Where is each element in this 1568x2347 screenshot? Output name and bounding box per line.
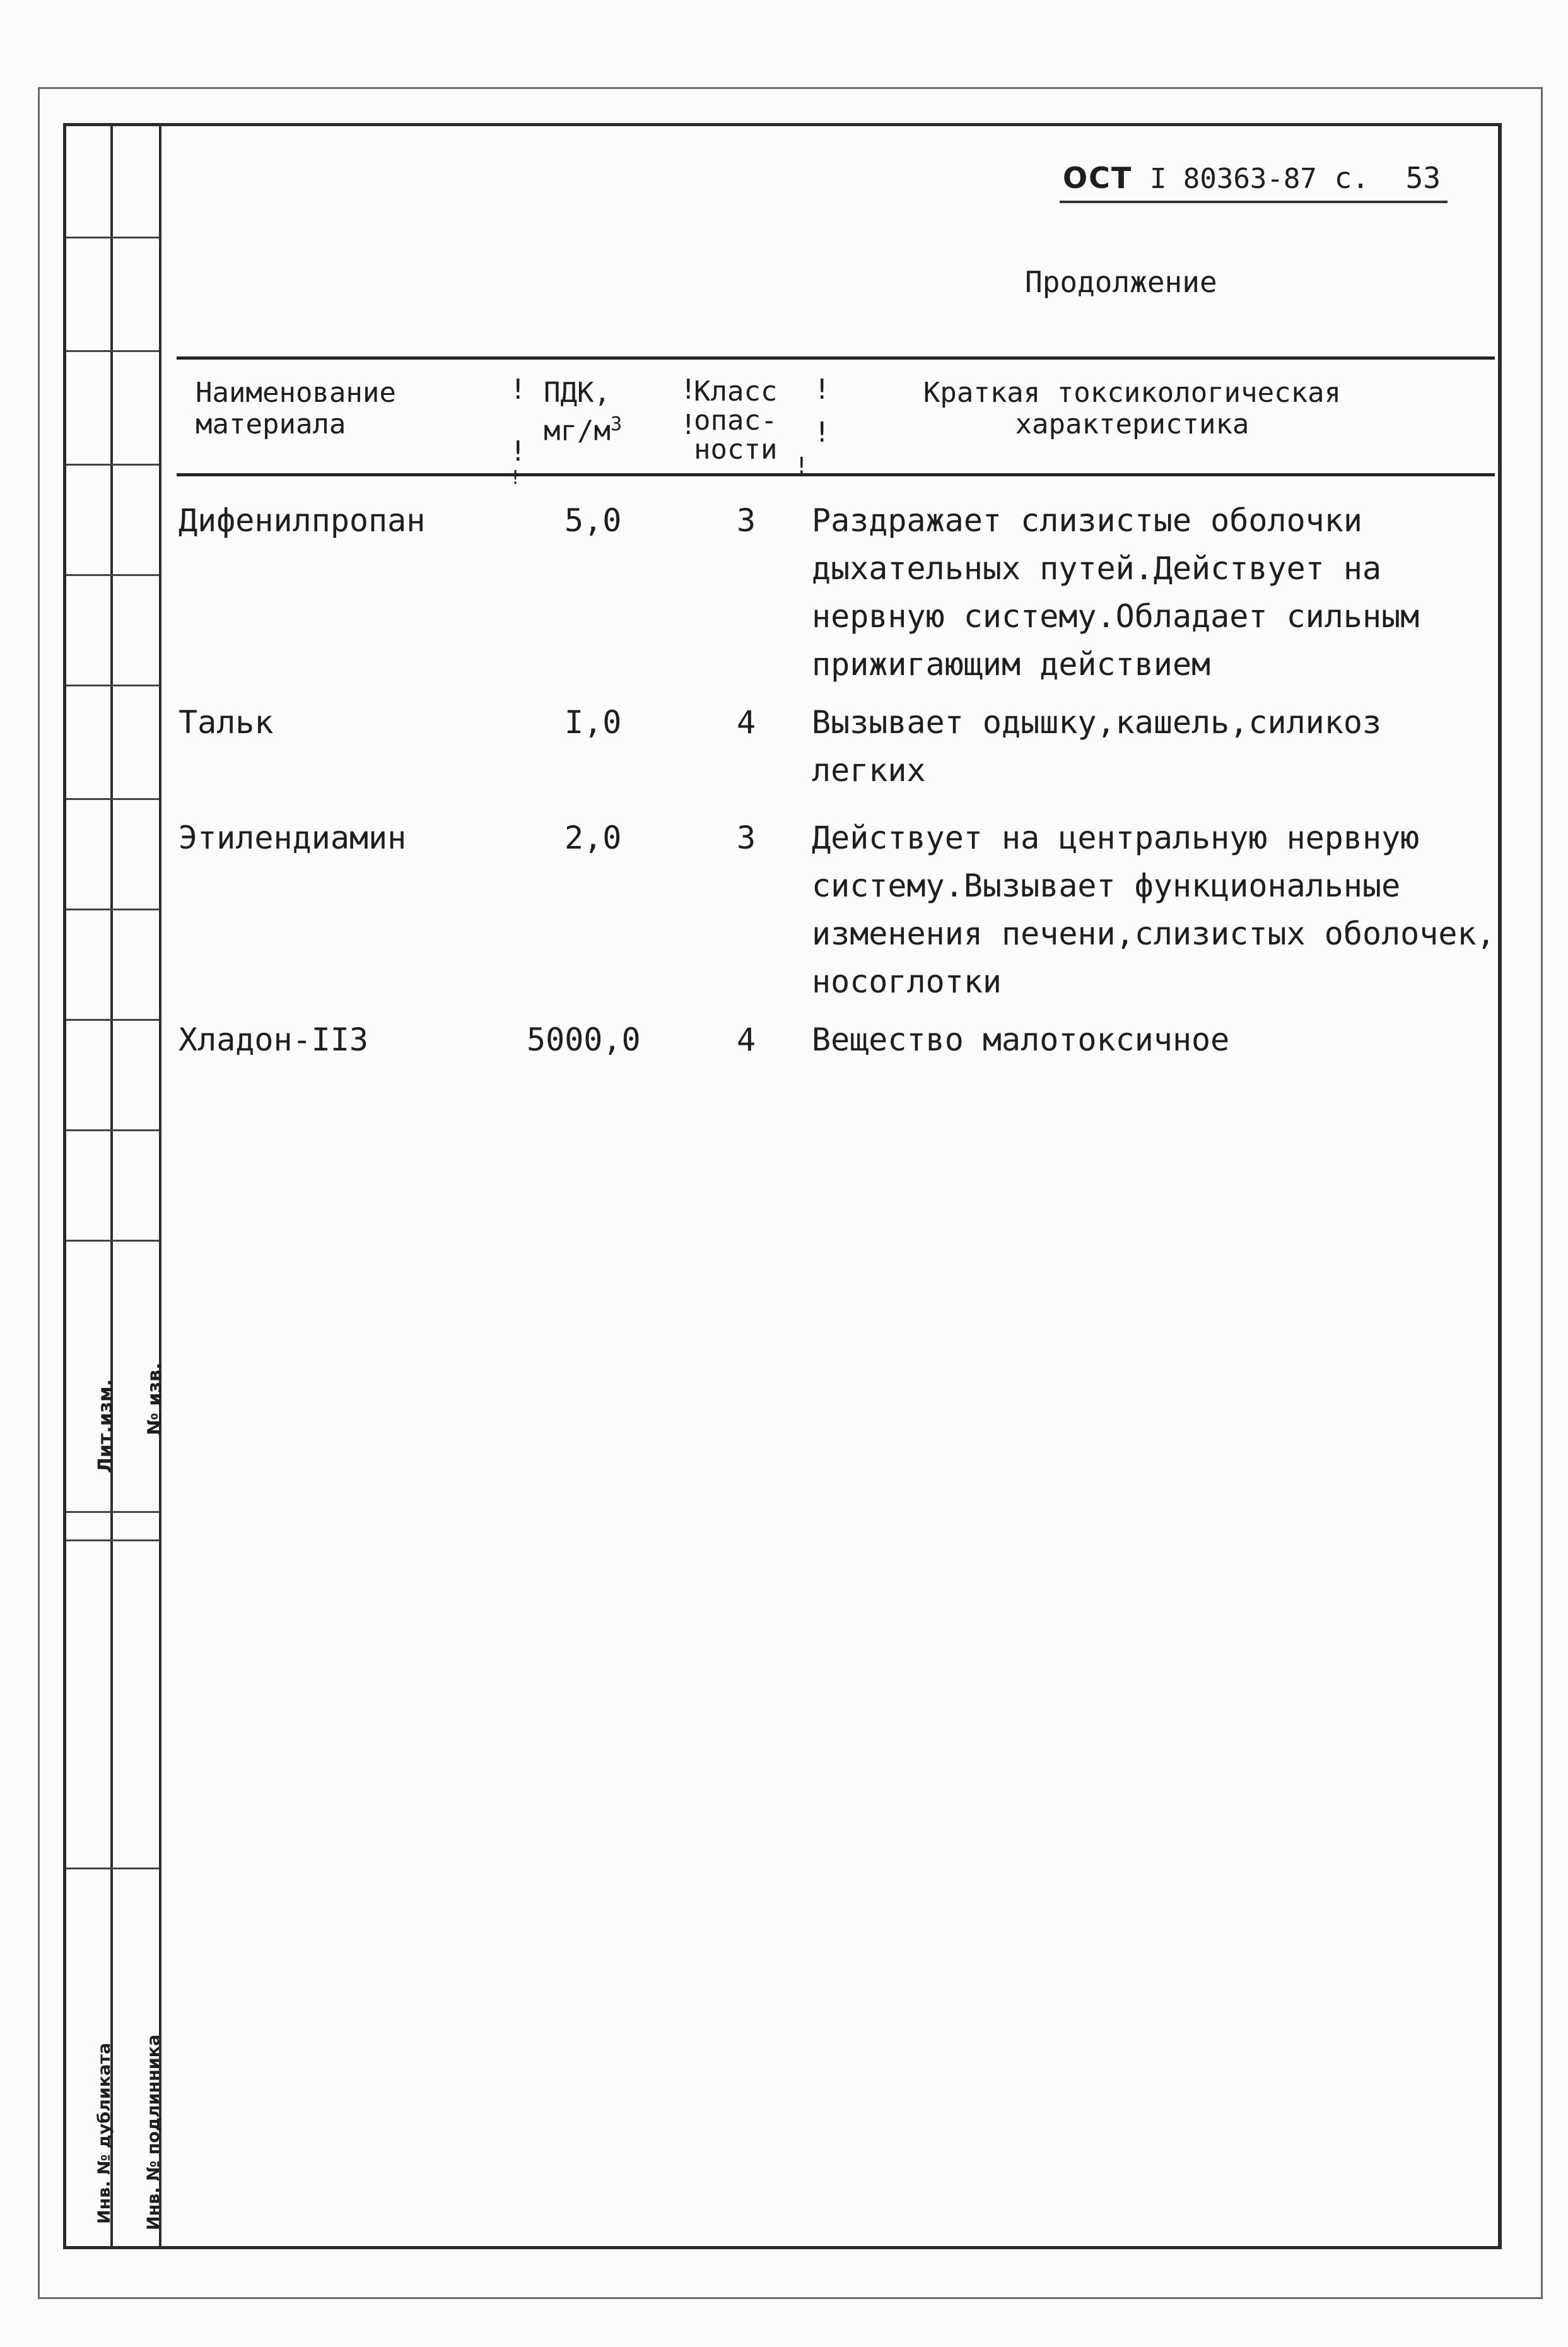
strip-hline [66, 1868, 159, 1869]
row-3-pdk: 2,0 [565, 820, 622, 856]
row-1-class: 3 [737, 502, 756, 539]
lit-izm-label: Лит.изм. [95, 1379, 117, 1473]
inv-dubl-label: Инв. № дубликата [95, 2042, 114, 2224]
col-header-toxicology: Краткая токсикологическая характеристика [923, 377, 1342, 440]
row-2-class: 4 [737, 704, 756, 741]
inv-podl-label: Инв. № подлинника [144, 2034, 163, 2230]
strip-hline [66, 1539, 159, 1541]
table-top-rule [177, 356, 1495, 360]
strip-hline [66, 909, 159, 910]
strip-hline [66, 798, 159, 800]
page-prefix: с. [1334, 161, 1369, 195]
strip-hline [66, 350, 159, 352]
strip-hline [66, 1511, 159, 1513]
col-sep: ! [510, 467, 522, 489]
no-izv-label: № изв. [144, 1362, 166, 1435]
code-underline [1060, 201, 1448, 203]
row-4-pdk: 5000,0 [527, 1021, 641, 1058]
col-sep: ! [814, 374, 831, 406]
row-1-description: Раздражает слизистые оболочки дыхательных путей.Действует на нервную систему.Обладает сильным прижигающим действием [812, 502, 1420, 683]
col-sep: ! [680, 409, 697, 441]
col-header-class: Класс опас- ности [694, 375, 778, 466]
table-header-rule [177, 473, 1495, 476]
row-3-class: 3 [737, 820, 756, 856]
strip-hline [66, 1129, 159, 1131]
row-4-class: 4 [737, 1021, 756, 1058]
row-2-name: Тальк [178, 704, 274, 741]
row-3-description: Действует на центральную нервную систему.Вызывает функциональные изменения печени,слизистых оболочек, носоглотки [812, 820, 1495, 1000]
row-4-description: Вещество малотоксичное [812, 1021, 1230, 1058]
row-3-name: Этилендиамин [178, 820, 407, 856]
col-sep: ! [814, 416, 831, 449]
strip-hline [66, 237, 159, 238]
continuation-label: Продолжение [1025, 265, 1217, 299]
row-1-name: Дифенилпропан [178, 502, 426, 539]
col-header-pdk: ПДК, $мг/м^3$ [544, 377, 623, 447]
strip-line-2 [159, 123, 161, 2249]
document-code [1063, 161, 1441, 195]
strip-hline [66, 464, 159, 466]
col-header-name: Наименование материала [196, 377, 396, 440]
ost-label: ОСТ [1063, 161, 1133, 195]
strip-hline [66, 685, 159, 686]
document-frame [63, 123, 1502, 2249]
col-sep: ! [510, 374, 527, 406]
col-sep: ! [510, 435, 527, 468]
row-4-name: Хладон-II3 [178, 1021, 369, 1058]
strip-hline [66, 1019, 159, 1021]
strip-hline [66, 574, 159, 576]
standard-number: I 80363-87 [1149, 163, 1317, 195]
col-sep: ! [680, 374, 697, 406]
row-2-description: Вызывает одышку,кашель,силикоз легких [812, 704, 1382, 789]
row-2-pdk: I,0 [565, 704, 622, 741]
row-1-pdk: 5,0 [565, 502, 622, 539]
strip-hline [66, 1240, 159, 1242]
strip-line-1 [110, 123, 113, 2249]
col-sep: ! [795, 453, 809, 479]
page-number: 53 [1405, 161, 1441, 195]
